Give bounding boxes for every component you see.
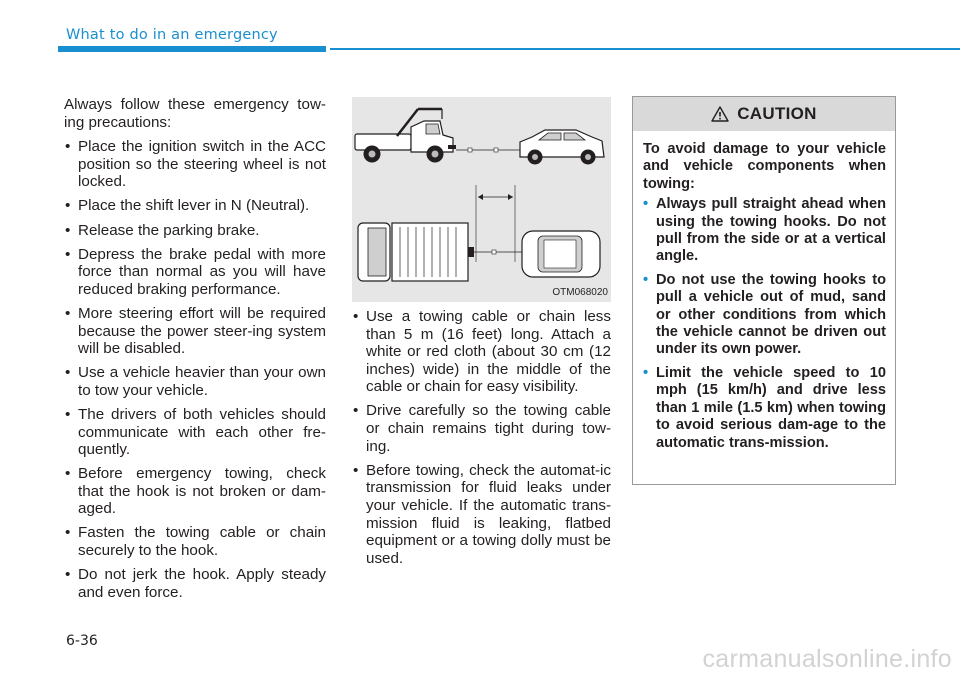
list-item: • Do not jerk the hook. Apply steady and even force. [64, 566, 326, 601]
list-item: • More steering effort will be required because the power steer-ing system will be disabled. [64, 305, 326, 358]
list-item: • Do not use the towing hooks to pull a vehicle out of mud, sand or other conditions from which the vehicle cannot be driven out under its own power. [643, 272, 886, 359]
caution-box [632, 96, 896, 485]
list-item: • Fasten the towing cable or chain securely to the hook. [64, 524, 326, 559]
towing-diagram-graphic [352, 97, 611, 302]
list-item: • Depress the brake pedal with more force than normal as you will have reduced braking performance. [64, 246, 326, 299]
list-item: • Drive carefully so the towing cable or chain remains tight during tow-ing. [352, 402, 611, 455]
suv-side-icon [520, 130, 604, 165]
precautions-list [64, 138, 326, 601]
list-item: • The drivers of both vehicles should communicate with each other fre-quently. [64, 406, 326, 459]
tow-truck-side-icon [355, 109, 456, 163]
towing-tips-list [352, 308, 611, 567]
page-number: 6-36 [66, 633, 98, 649]
warning-triangle-icon [711, 106, 729, 122]
caution-list [643, 196, 886, 452]
list-item: • Always pull straight ahead when using the towing hooks. Do not pull from the side or at a vertical angle. [643, 196, 886, 266]
list-item: • Use a vehicle heavier than your own to tow your vehicle. [64, 364, 326, 399]
list-item: • Place the shift lever in N (Neutral). [64, 197, 326, 215]
towing-illustration [352, 97, 611, 302]
list-item: • Use a towing cable or chain less than 5 m (16 feet) long. Attach a white or red cloth (about 30 cm (12 inches) wide) in the middle of the cable or chain for easy visibility. [352, 308, 611, 396]
header-rule-thin [330, 48, 960, 50]
list-item: • Before emergency towing, check that the hook is not broken or dam-aged. [64, 465, 326, 518]
middle-column [352, 308, 611, 574]
caution-intro: To avoid damage to your vehicle and vehicle components when towing: [643, 141, 886, 192]
list-item: • Release the parking brake. [64, 222, 326, 240]
intro-paragraph: Always follow these emergency tow-ing precautions: [64, 96, 326, 131]
section-title: What to do in an emergency [66, 27, 278, 43]
list-item: • Limit the vehicle speed to 10 mph (15 km/h) and drive less than 1 mile (1.5 km) when towing to avoid serious dam-age to the automatic trans-mission. [643, 365, 886, 452]
caution-title: CAUTION [737, 104, 817, 123]
watermark: carmanualsonline.info [702, 645, 952, 673]
list-item: • Before towing, check the automat-ic transmission for fluid leaks under your vehicle. If the automatic trans-mission fluid is leaking, flatbed equipment or a towing dolly must be used. [352, 462, 611, 568]
caution-header [633, 97, 895, 131]
tow-truck-top-icon [358, 223, 474, 281]
suv-top-icon [522, 231, 600, 277]
caution-body [633, 131, 895, 452]
list-item: • Place the ignition switch in the ACC position so the steering wheel is not locked. [64, 138, 326, 191]
header-rule-thick [58, 46, 326, 52]
figure-code: OTM068020 [552, 287, 608, 298]
left-column [64, 96, 326, 608]
